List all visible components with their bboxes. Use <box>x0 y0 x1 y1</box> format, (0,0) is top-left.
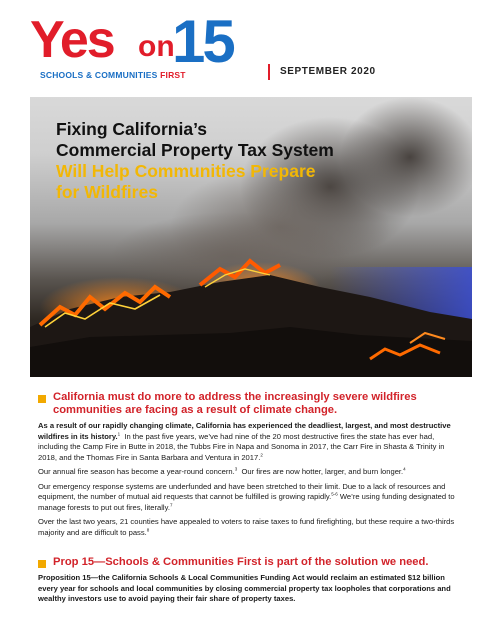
section-heading <box>38 556 462 569</box>
hero-subtitle-line-1: Will Help Communities Prepare <box>56 161 316 181</box>
paragraph <box>38 467 462 478</box>
prop15-section <box>38 556 462 605</box>
paragraph-text: Our annual fire season has become a year-round concern. <box>38 467 235 476</box>
section-heading-text: California must do more to address the increasingly severe wildfires communities are facing as a result of climate change. <box>53 391 417 416</box>
footnote-ref: 8 <box>146 526 150 532</box>
hero-subtitle-line-2: for Wildfires <box>56 182 158 202</box>
footnote-ref: 7 <box>169 501 173 507</box>
paragraph-text: Our fires are now hotter, larger, and burn longer. <box>241 467 404 476</box>
paragraph-text: In the past five years, we’ve had nine of the 20 most destructive fires the state has ever had, including the Camp Fire in Butte in 2018, the Tubbs Fire in Napa and Sonoma in 2017, the Carr Fire in Shasta & Trinity in 2018, and the Thomas Fire in Santa Barbara and Ventura in 2017. <box>38 431 445 462</box>
paragraph <box>38 421 462 463</box>
paragraph-lead: As a result of our rapidly changing climate, California has experienced the deadliest, largest, and most destructive wildfires in its history. <box>38 421 451 441</box>
paragraph-text: Our emergency response systems are underfunded and have been stretched to their limit. Due to a lack of resources and equipment, the number of mutual aid requests that cannot be fulfilled is growing rapidly. <box>38 481 446 501</box>
bullet-square-icon <box>38 395 46 403</box>
climate-section <box>38 391 462 538</box>
logo-yes-text: Yes <box>30 11 114 69</box>
paragraph <box>38 573 462 605</box>
footnote-ref: 3 <box>234 466 238 472</box>
section-heading <box>38 391 462 417</box>
logo-on-text: on <box>138 30 175 63</box>
logo-number: 15 <box>172 8 233 75</box>
date-divider <box>268 64 270 80</box>
hero-title <box>56 119 436 203</box>
paragraph <box>38 482 462 514</box>
footnote-ref: 1 <box>117 430 121 436</box>
paragraph-text: Over the last two years, 21 counties have appealed to voters to raise taxes to fund firefighting, but these require a two-thirds majority and are difficult to pass. <box>38 517 455 537</box>
logo-tagline: SCHOOLS & COMMUNITIES FIRST <box>40 70 186 80</box>
wildfire-hero-image <box>30 97 472 377</box>
footnote-ref: 4 <box>403 466 406 472</box>
yes-on-15-logo <box>30 8 260 88</box>
footnote-ref: 5-6 <box>331 491 338 497</box>
footnote-ref: 2 <box>260 451 263 457</box>
section-heading-text: Prop 15—Schools & Communities First is part of the solution we need. <box>53 556 429 568</box>
paragraph <box>38 517 462 538</box>
issue-date: SEPTEMBER 2020 <box>280 66 376 77</box>
paragraph-text: We’re using funding designated to manage forests to put out fires, literally. <box>38 492 455 512</box>
hero-title-line-1: Fixing California’s <box>56 119 208 139</box>
bullet-square-icon <box>38 560 46 568</box>
paragraph-lead: Proposition 15—the California Schools & Local Communities Funding Act would reclaim an estimated $12 billion every year for schools and local communities by closing commercial property tax loopholes that corporations and wealthy investors use to avoid paying their fair share of property taxes. <box>38 573 451 603</box>
logo-tagline-first: FIRST <box>160 70 186 80</box>
hero-title-line-2: Commercial Property Tax System <box>56 140 334 160</box>
